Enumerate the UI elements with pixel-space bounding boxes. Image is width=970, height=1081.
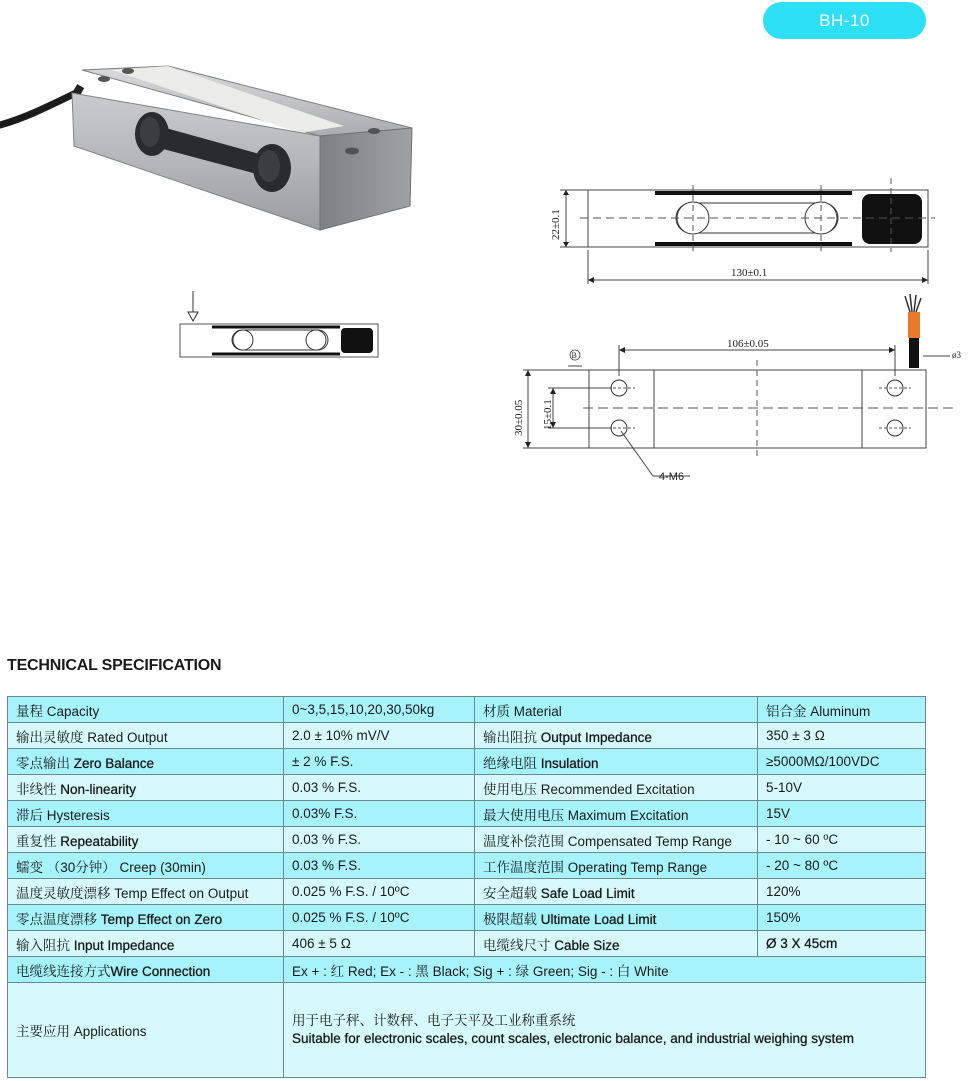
spec-label-left-en: Hysteresis xyxy=(46,807,110,823)
spec-value-left xyxy=(284,775,475,801)
spec-label-right xyxy=(475,775,758,801)
spec-value-left-text: 0.03 % F.S. xyxy=(292,780,362,795)
applications-label-cn: 主要应用 xyxy=(16,1024,70,1039)
side-view-small xyxy=(180,291,378,357)
spec-label-left-en: Zero Balance xyxy=(73,755,155,771)
spec-label-right-en: Material xyxy=(513,703,562,719)
spec-value-right xyxy=(758,931,926,957)
spec-value-left-text: 0.03 % F.S. xyxy=(292,832,362,847)
spec-table xyxy=(7,696,926,1078)
cable-wires xyxy=(905,294,921,368)
spec-label-right xyxy=(475,879,758,905)
spec-label-left-en: Input Impedance xyxy=(73,937,175,953)
dim-length-text: 130±0.1 xyxy=(731,267,768,279)
spec-row xyxy=(8,697,926,723)
spec-label-left-cn: 非线性 xyxy=(16,781,57,797)
spec-label-right-cn: 材质 xyxy=(483,703,510,719)
spec-value-right-text: Ø 3 X 45cm xyxy=(766,936,838,951)
spec-label-right xyxy=(475,931,758,957)
wire-value: Ex + : 红 Red; Ex - : 黑 Black; Sig + : 绿 Green; Sig - : 白 White xyxy=(284,957,926,983)
spec-label-right xyxy=(475,801,758,827)
spec-label-right-en: Safe Load Limit xyxy=(540,885,635,901)
spec-label-left-cn: 输入阻抗 xyxy=(16,937,70,953)
spec-label-right xyxy=(475,697,758,723)
spec-value-right-text: - 10 ~ 60 ºC xyxy=(766,832,839,847)
wire-label-cn: 电缆线连接方式 xyxy=(16,963,111,979)
applications-label-en: Applications xyxy=(73,1024,147,1039)
spec-label-right-cn: 安全超载 xyxy=(483,885,537,901)
spec-label-left xyxy=(8,827,284,853)
spec-label-left-en: Non-linearity xyxy=(60,781,137,797)
spec-label-right-en: Ultimate Load Limit xyxy=(540,911,657,927)
spec-value-left xyxy=(284,749,475,775)
spec-value-left xyxy=(284,723,475,749)
model-badge: BH-10 xyxy=(763,2,926,39)
spec-value-left xyxy=(284,931,475,957)
spec-value-left xyxy=(284,697,475,723)
spec-label-right-en: Maximum Excitation xyxy=(567,807,689,823)
spec-label-left-cn: 重复性 xyxy=(16,833,57,849)
datum-label: B xyxy=(571,351,577,360)
spec-label-left-cn: 零点温度漂移 xyxy=(16,911,97,927)
spec-label-right-cn: 极限超载 xyxy=(483,911,537,927)
spec-label-left xyxy=(8,775,284,801)
applications-label xyxy=(8,983,284,1078)
spec-value-right-text: - 20 ~ 80 ºC xyxy=(766,858,839,873)
spec-label-left-cn: 滞后 xyxy=(16,807,43,823)
hole-label-text: 4-M6 xyxy=(659,471,685,483)
elevation-drawing xyxy=(550,178,935,284)
spec-value-left xyxy=(284,853,475,879)
spec-value-left xyxy=(284,905,475,931)
spec-label-left-en: Capacity xyxy=(46,703,100,719)
spec-value-right xyxy=(758,879,926,905)
spec-label-left xyxy=(8,801,284,827)
spec-label-right-cn: 电缆线尺寸 xyxy=(483,937,551,953)
cable-diameter-text: ø3 xyxy=(952,350,961,360)
spec-value-left-text: 0.03% F.S. xyxy=(292,806,358,821)
spec-value-left-text: 0.025 % F.S. / 10ºC xyxy=(292,910,410,925)
spec-label-left-en: Rated Output xyxy=(87,729,168,745)
plan-drawing xyxy=(513,294,962,483)
spec-value-right xyxy=(758,775,926,801)
spec-value-right xyxy=(758,801,926,827)
wire-label-en: Wire Connection xyxy=(110,963,211,979)
spec-row xyxy=(8,879,926,905)
spec-value-left-text: 406 ± 5 Ω xyxy=(292,936,351,951)
spec-value-right xyxy=(758,697,926,723)
spec-value-left xyxy=(284,827,475,853)
wire-label xyxy=(8,957,284,983)
spec-label-right-en: Output Impedance xyxy=(540,729,652,745)
spec-value-right-text: 5-10V xyxy=(766,780,803,795)
spec-value-left-text: 2.0 ± 10% mV/V xyxy=(292,728,390,743)
spec-label-right-en: Compensated Temp Range xyxy=(567,833,732,849)
spec-label-left-cn: 蠕变 （30分钟） xyxy=(16,859,116,875)
dim-hole-spacing-text: 106±0.05 xyxy=(727,338,769,350)
applications-value-en: Suitable for electronic scales, count scales, electronic balance, and industrial weighing system xyxy=(292,1031,855,1046)
spec-row xyxy=(8,827,926,853)
spec-value-left-text: 0.025 % F.S. / 10ºC xyxy=(292,884,410,899)
spec-label-right-cn: 最大使用电压 xyxy=(483,807,564,823)
spec-label-left xyxy=(8,723,284,749)
applications-row xyxy=(8,983,926,1078)
wire-row xyxy=(8,957,926,983)
spec-value-left-text: 0~3,5,15,10,20,30,50kg xyxy=(292,702,435,717)
spec-value-right-text: ≥5000MΩ/100VDC xyxy=(766,754,880,769)
spec-label-left xyxy=(8,853,284,879)
spec-value-right-text: 15V xyxy=(766,806,791,821)
spec-label-right-cn: 绝缘电阻 xyxy=(483,755,537,771)
spec-label-right-en: Cable Size xyxy=(554,937,620,953)
spec-label-left-en: Repeatability xyxy=(60,833,139,849)
spec-label-right-en: Operating Temp Range xyxy=(567,859,708,875)
spec-label-right-en: Recommended Excitation xyxy=(540,781,695,797)
spec-label-left-en: Temp Effect on Output xyxy=(114,885,249,901)
spec-value-right-text: 120% xyxy=(766,884,801,899)
spec-row xyxy=(8,723,926,749)
spec-value-right-text: 铝合金 Aluminum xyxy=(766,703,871,719)
spec-label-left-en: Creep (30min) xyxy=(119,859,206,875)
spec-row xyxy=(8,931,926,957)
spec-title: TECHNICAL SPECIFICATION xyxy=(7,657,222,674)
applications-value xyxy=(284,983,926,1078)
spec-label-left xyxy=(8,749,284,775)
spec-label-right-cn: 输出阻抗 xyxy=(483,729,537,745)
spec-label-left xyxy=(8,931,284,957)
spec-label-right-cn: 温度补偿范围 xyxy=(483,833,564,849)
spec-row xyxy=(8,905,926,931)
load-cell-photo xyxy=(0,66,412,230)
spec-row xyxy=(8,801,926,827)
spec-value-right-text: 150% xyxy=(766,910,801,925)
spec-value-right xyxy=(758,853,926,879)
spec-value-right xyxy=(758,749,926,775)
spec-value-right xyxy=(758,905,926,931)
spec-label-left-cn: 量程 xyxy=(16,703,43,719)
spec-value-left xyxy=(284,879,475,905)
spec-label-left xyxy=(8,879,284,905)
dim-half-width-text: 15±0.1 xyxy=(542,399,554,430)
spec-value-left-text: 0.03 % F.S. xyxy=(292,858,362,873)
spec-label-right xyxy=(475,723,758,749)
spec-row xyxy=(8,853,926,879)
spec-value-right xyxy=(758,827,926,853)
spec-label-right xyxy=(475,905,758,931)
spec-label-right-cn: 工作温度范围 xyxy=(483,859,564,875)
dim-width-text: 30±0.05 xyxy=(513,399,525,436)
spec-label-left xyxy=(8,905,284,931)
spec-label-right xyxy=(475,749,758,775)
spec-label-right xyxy=(475,827,758,853)
spec-row xyxy=(8,749,926,775)
spec-label-left-cn: 输出灵敏度 xyxy=(16,729,84,745)
spec-value-left xyxy=(284,801,475,827)
spec-row xyxy=(8,775,926,801)
spec-label-left-cn: 温度灵敏度漂移 xyxy=(16,885,111,901)
spec-value-left-text: ± 2 % F.S. xyxy=(292,754,354,769)
spec-value-right xyxy=(758,723,926,749)
spec-label-left-cn: 零点输出 xyxy=(16,755,70,771)
spec-label-right-en: Insulation xyxy=(540,755,599,771)
spec-label-left xyxy=(8,697,284,723)
spec-label-left-en: Temp Effect on Zero xyxy=(100,911,223,927)
dim-height-text: 22±0.1 xyxy=(550,209,562,240)
spec-label-right-cn: 使用电压 xyxy=(483,781,537,797)
spec-value-right-text: 350 ± 3 Ω xyxy=(766,728,825,743)
applications-value-cn: 用于电子秤、计数秤、电子天平及工业称重系统 xyxy=(292,1013,576,1028)
spec-label-right xyxy=(475,853,758,879)
